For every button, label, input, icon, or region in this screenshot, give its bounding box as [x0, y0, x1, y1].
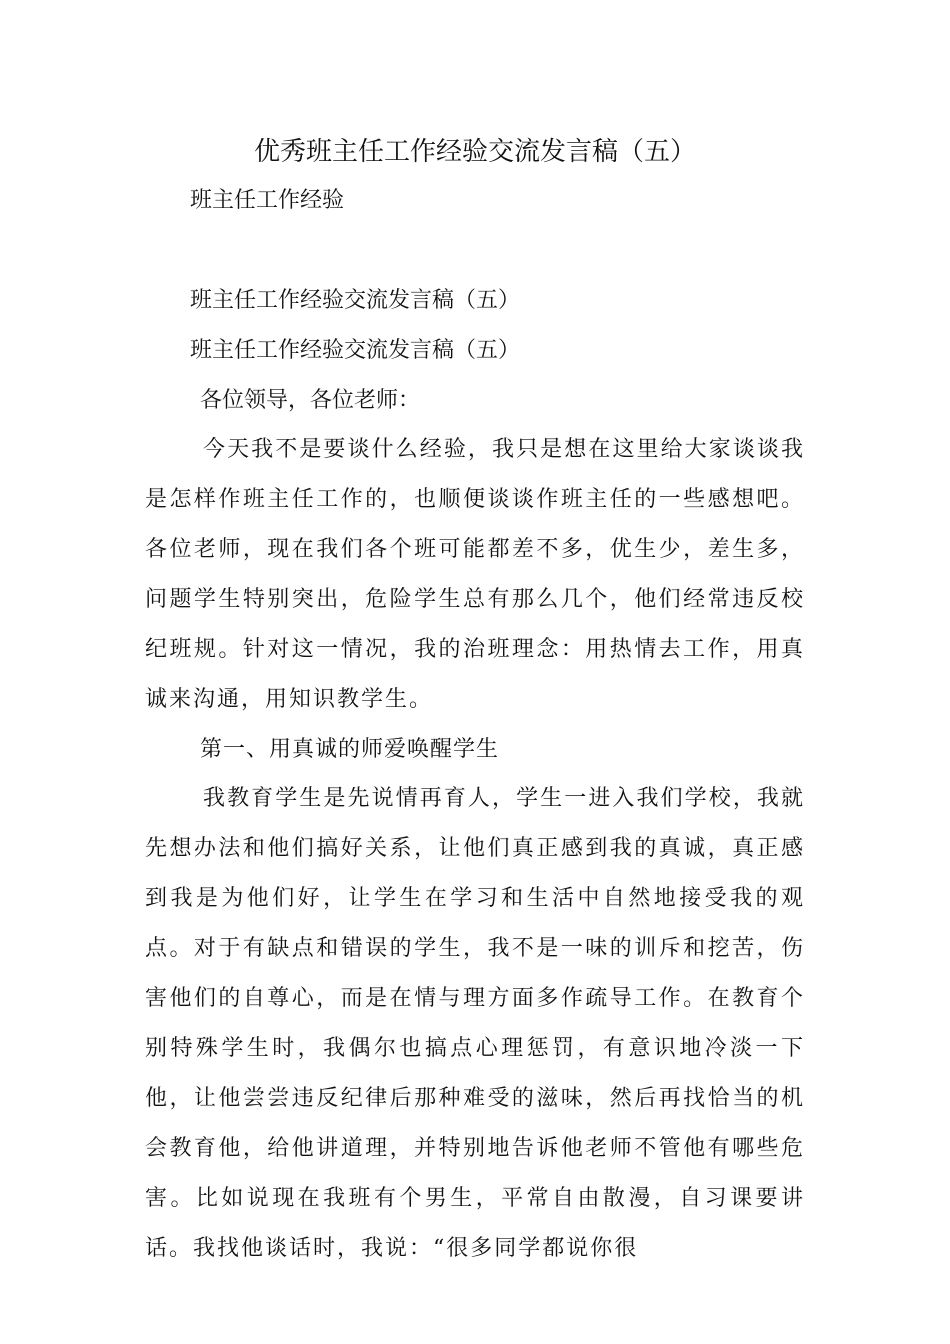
subtitle-line-1: 班主任工作经验交流发言稿（五）: [190, 288, 521, 313]
paragraph-intro: 今天我不是要谈什么经验，我只是想在这里给大家谈谈我是怎样作班主任工作的，也顺便谈谈作班主任的一些感想吧。各位老师，现在我们各个班可能都差不多，优生少，差生多，问题学生特别突出，危险学生总有那么几个，他们经常违反校纪班规。针对这一情况，我的治班理念：用热情去工作，用真诚来沟通，用知识教学生。: [145, 437, 805, 712]
category-label: 班主任工作经验: [190, 188, 345, 213]
document-title: 优秀班主任工作经验交流发言稿（五）: [253, 137, 696, 167]
subtitle-line-2: 班主任工作经验交流发言稿（五）: [190, 338, 521, 363]
section-heading-1: 第一、用真诚的师爱唤醒学生: [200, 737, 500, 762]
salutation: 各位领导，各位老师：: [200, 388, 421, 413]
paragraph-section-1: 我教育学生是先说情再育人，学生一进入我们学校，我就先想办法和他们搞好关系，让他们真正感到我的真诚，真正感到我是为他们好，让学生在学习和生活中自然地接受我的观点。对于有缺点和错误的学生，我不是一味的训斥和挖苦，伤害他们的自尊心，而是在情与理方面多作疏导工作。在教育个别特殊学生时，我偶尔也搞点心理惩罚，有意识地冷淡一下他，让他尝尝违反纪律后那种难受的滋味，然后再找恰当的机会教育他，给他讲道理，并特别地告诉他老师不管他有哪些危害。比如说现在我班有个男生，平常自由散漫，自习课要讲话。我找他谈话时，我说：“很多同学都说你很: [145, 786, 805, 1261]
